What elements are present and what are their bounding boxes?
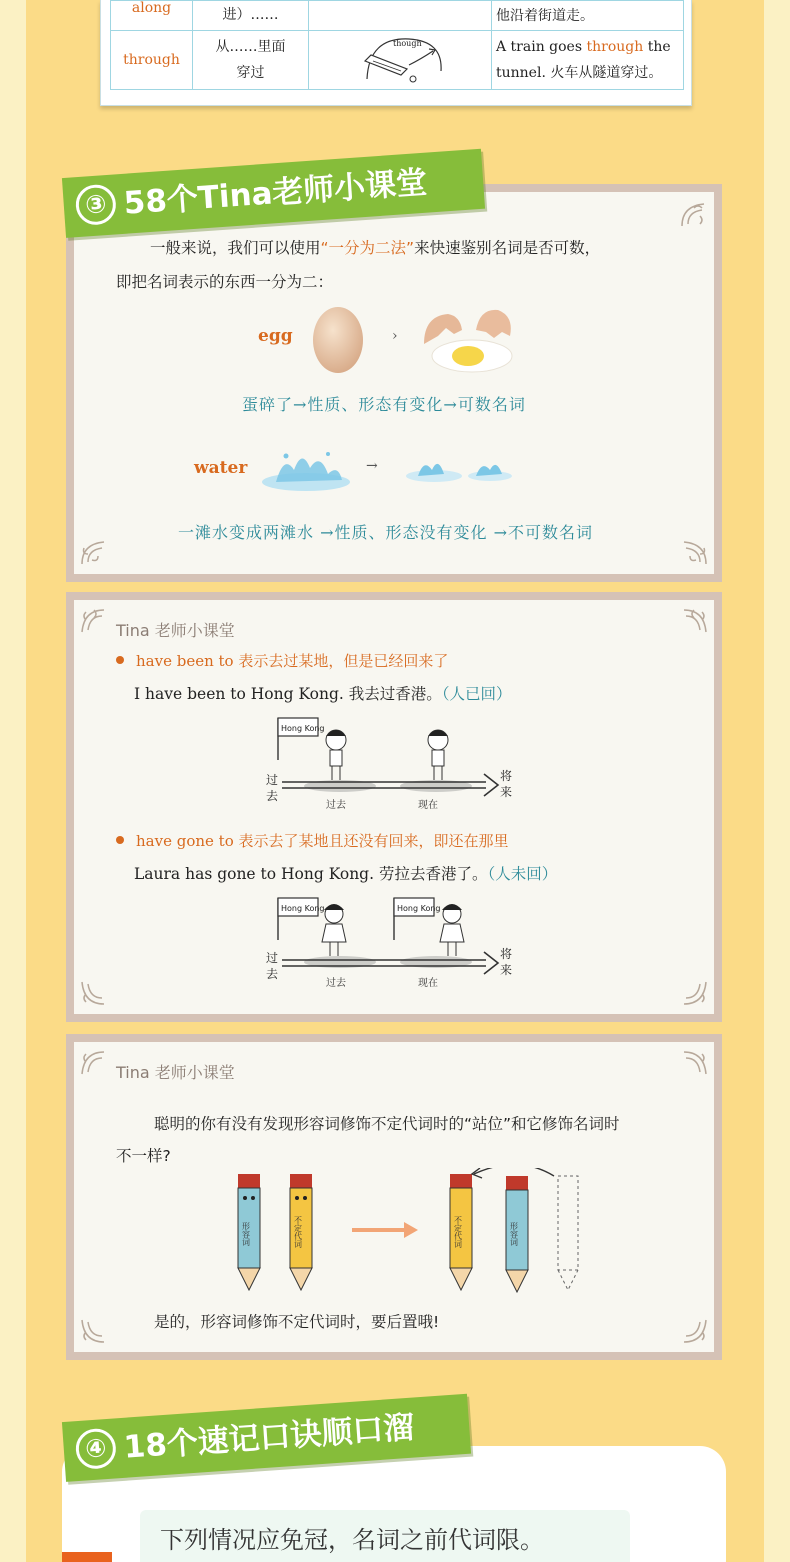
broken-egg-icon (416, 300, 516, 380)
bullet-dot (116, 656, 124, 664)
section3-intro-line1: 一般来说，我们可以使用“一分为二法”来快速鉴别名词是否可数， (150, 239, 601, 257)
corner-flourish-icon (78, 978, 108, 1008)
corner-flourish-icon (680, 978, 710, 1008)
tunnel-illustration (309, 31, 492, 90)
egg-word: egg (258, 326, 293, 346)
corner-flourish-icon (680, 1048, 710, 1078)
water-word: water (194, 458, 248, 478)
timeline-gone-illustration (262, 894, 522, 994)
adjective-pencil-icon (506, 1176, 528, 1292)
svg-text:过: 过 (266, 951, 279, 965)
svg-text:过: 过 (266, 773, 279, 787)
vocab-picture (309, 1, 492, 31)
egg-icon (308, 302, 368, 374)
table-row (111, 1, 684, 31)
svg-text:去: 去 (266, 789, 279, 803)
pronoun-pencil-icon (450, 1174, 472, 1290)
vocab-example: 他沿着街道走。 (492, 1, 684, 31)
lesson-box1-title: Tina 老师小课堂 (116, 621, 235, 640)
two-splashes-icon (404, 450, 514, 486)
example-have-been-to: I have been to Hong Kong. 我去过香港。（人已回） (134, 685, 512, 703)
water-splash-icon (258, 444, 354, 494)
svg-text:过去: 过去 (326, 800, 346, 811)
bullet-dot (116, 836, 124, 844)
vocab-meaning: 从……里面 穿过 (193, 31, 309, 90)
corner-flourish-icon (680, 1316, 710, 1346)
mnemonic-line: 下列情况应免冠，名词之前代词限。 (140, 1510, 630, 1562)
corner-flourish-icon (680, 606, 710, 636)
lesson-box2-title: Tina 老师小课堂 (116, 1063, 235, 1082)
corner-flourish-icon (78, 1316, 108, 1346)
flag-label: Hong Kong (281, 724, 325, 733)
vocab-meaning: 进）…… (193, 1, 309, 31)
bullet-have-gone-to: have gone to 表示去了某地且还没有回来，即还在那里 (116, 830, 509, 851)
corner-flourish-icon (78, 538, 108, 568)
svg-text:将: 将 (500, 769, 513, 783)
lesson-box2-conclusion: 是的，形容词修饰不定代词时，要后置哦! (154, 1313, 440, 1331)
lesson-box2-text-line2: 不一样? (116, 1147, 171, 1165)
lesson-box2-text-line1: 聪明的你有没有发现形容词修饰不定代词时的“站位”和它修饰名词时 (154, 1115, 620, 1133)
svg-text:不定代词: 不定代词 (453, 1216, 463, 1248)
arrow-icon: › (392, 328, 398, 344)
corner-flourish-icon (78, 606, 108, 636)
tunnel-label: though (393, 39, 422, 48)
svg-text:过去: 过去 (326, 978, 346, 989)
water-caption: 一滩水变成两滩水 →性质、形态没有变化 →不可数名词 (178, 523, 593, 542)
pencils-illustration (228, 1168, 588, 1296)
mnemonic-tag (62, 1552, 112, 1562)
svg-text:不定代词: 不定代词 (293, 1216, 303, 1248)
pronoun-pencil-icon (290, 1174, 312, 1290)
vocab-word: through (111, 31, 193, 90)
table-row (111, 31, 684, 90)
vocab-word: along (111, 1, 193, 31)
corner-flourish-icon (680, 538, 710, 568)
svg-text:Hong Kong: Hong Kong (397, 904, 441, 913)
svg-text:Hong Kong: Hong Kong (281, 904, 325, 913)
example-have-gone-to: Laura has gone to Hong Kong. 劳拉去香港了。（人未回） (134, 865, 558, 883)
svg-text:现在: 现在 (418, 800, 438, 811)
egg-caption: 蛋碎了→性质、形态有变化→可数名词 (242, 395, 526, 414)
vocab-example: A train goes through the tunnel. 火车从隧道穿过。 (492, 31, 684, 90)
section3-intro-line2: 即把名词表示的东西一分为二： (116, 273, 334, 291)
train-tunnel-icon (309, 31, 491, 85)
section4-number: ④ (74, 1427, 117, 1470)
arrow-icon: → (366, 458, 378, 474)
ghost-pencil-icon (558, 1176, 578, 1290)
vocab-table (110, 0, 684, 90)
section3-number: ③ (74, 183, 117, 226)
svg-text:来: 来 (500, 963, 513, 977)
svg-text:来: 来 (500, 785, 513, 799)
bullet-have-been-to: have been to 表示去过某地，但是已经回来了 (116, 650, 448, 671)
corner-flourish-icon (678, 200, 708, 230)
section3-title: 58个Tina老师小课堂 (122, 164, 429, 222)
vocab-table-card (100, 0, 692, 106)
timeline-been-illustration (262, 714, 522, 814)
svg-text:形容词: 形容词 (509, 1222, 519, 1246)
svg-text:将: 将 (500, 947, 513, 961)
svg-text:现在: 现在 (418, 978, 438, 989)
svg-text:去: 去 (266, 967, 279, 981)
section4-title: 18个速记口诀顺口溜 (122, 1409, 416, 1466)
svg-text:形容词: 形容词 (241, 1222, 251, 1246)
adjective-pencil-icon (238, 1174, 260, 1290)
corner-flourish-icon (78, 1048, 108, 1078)
